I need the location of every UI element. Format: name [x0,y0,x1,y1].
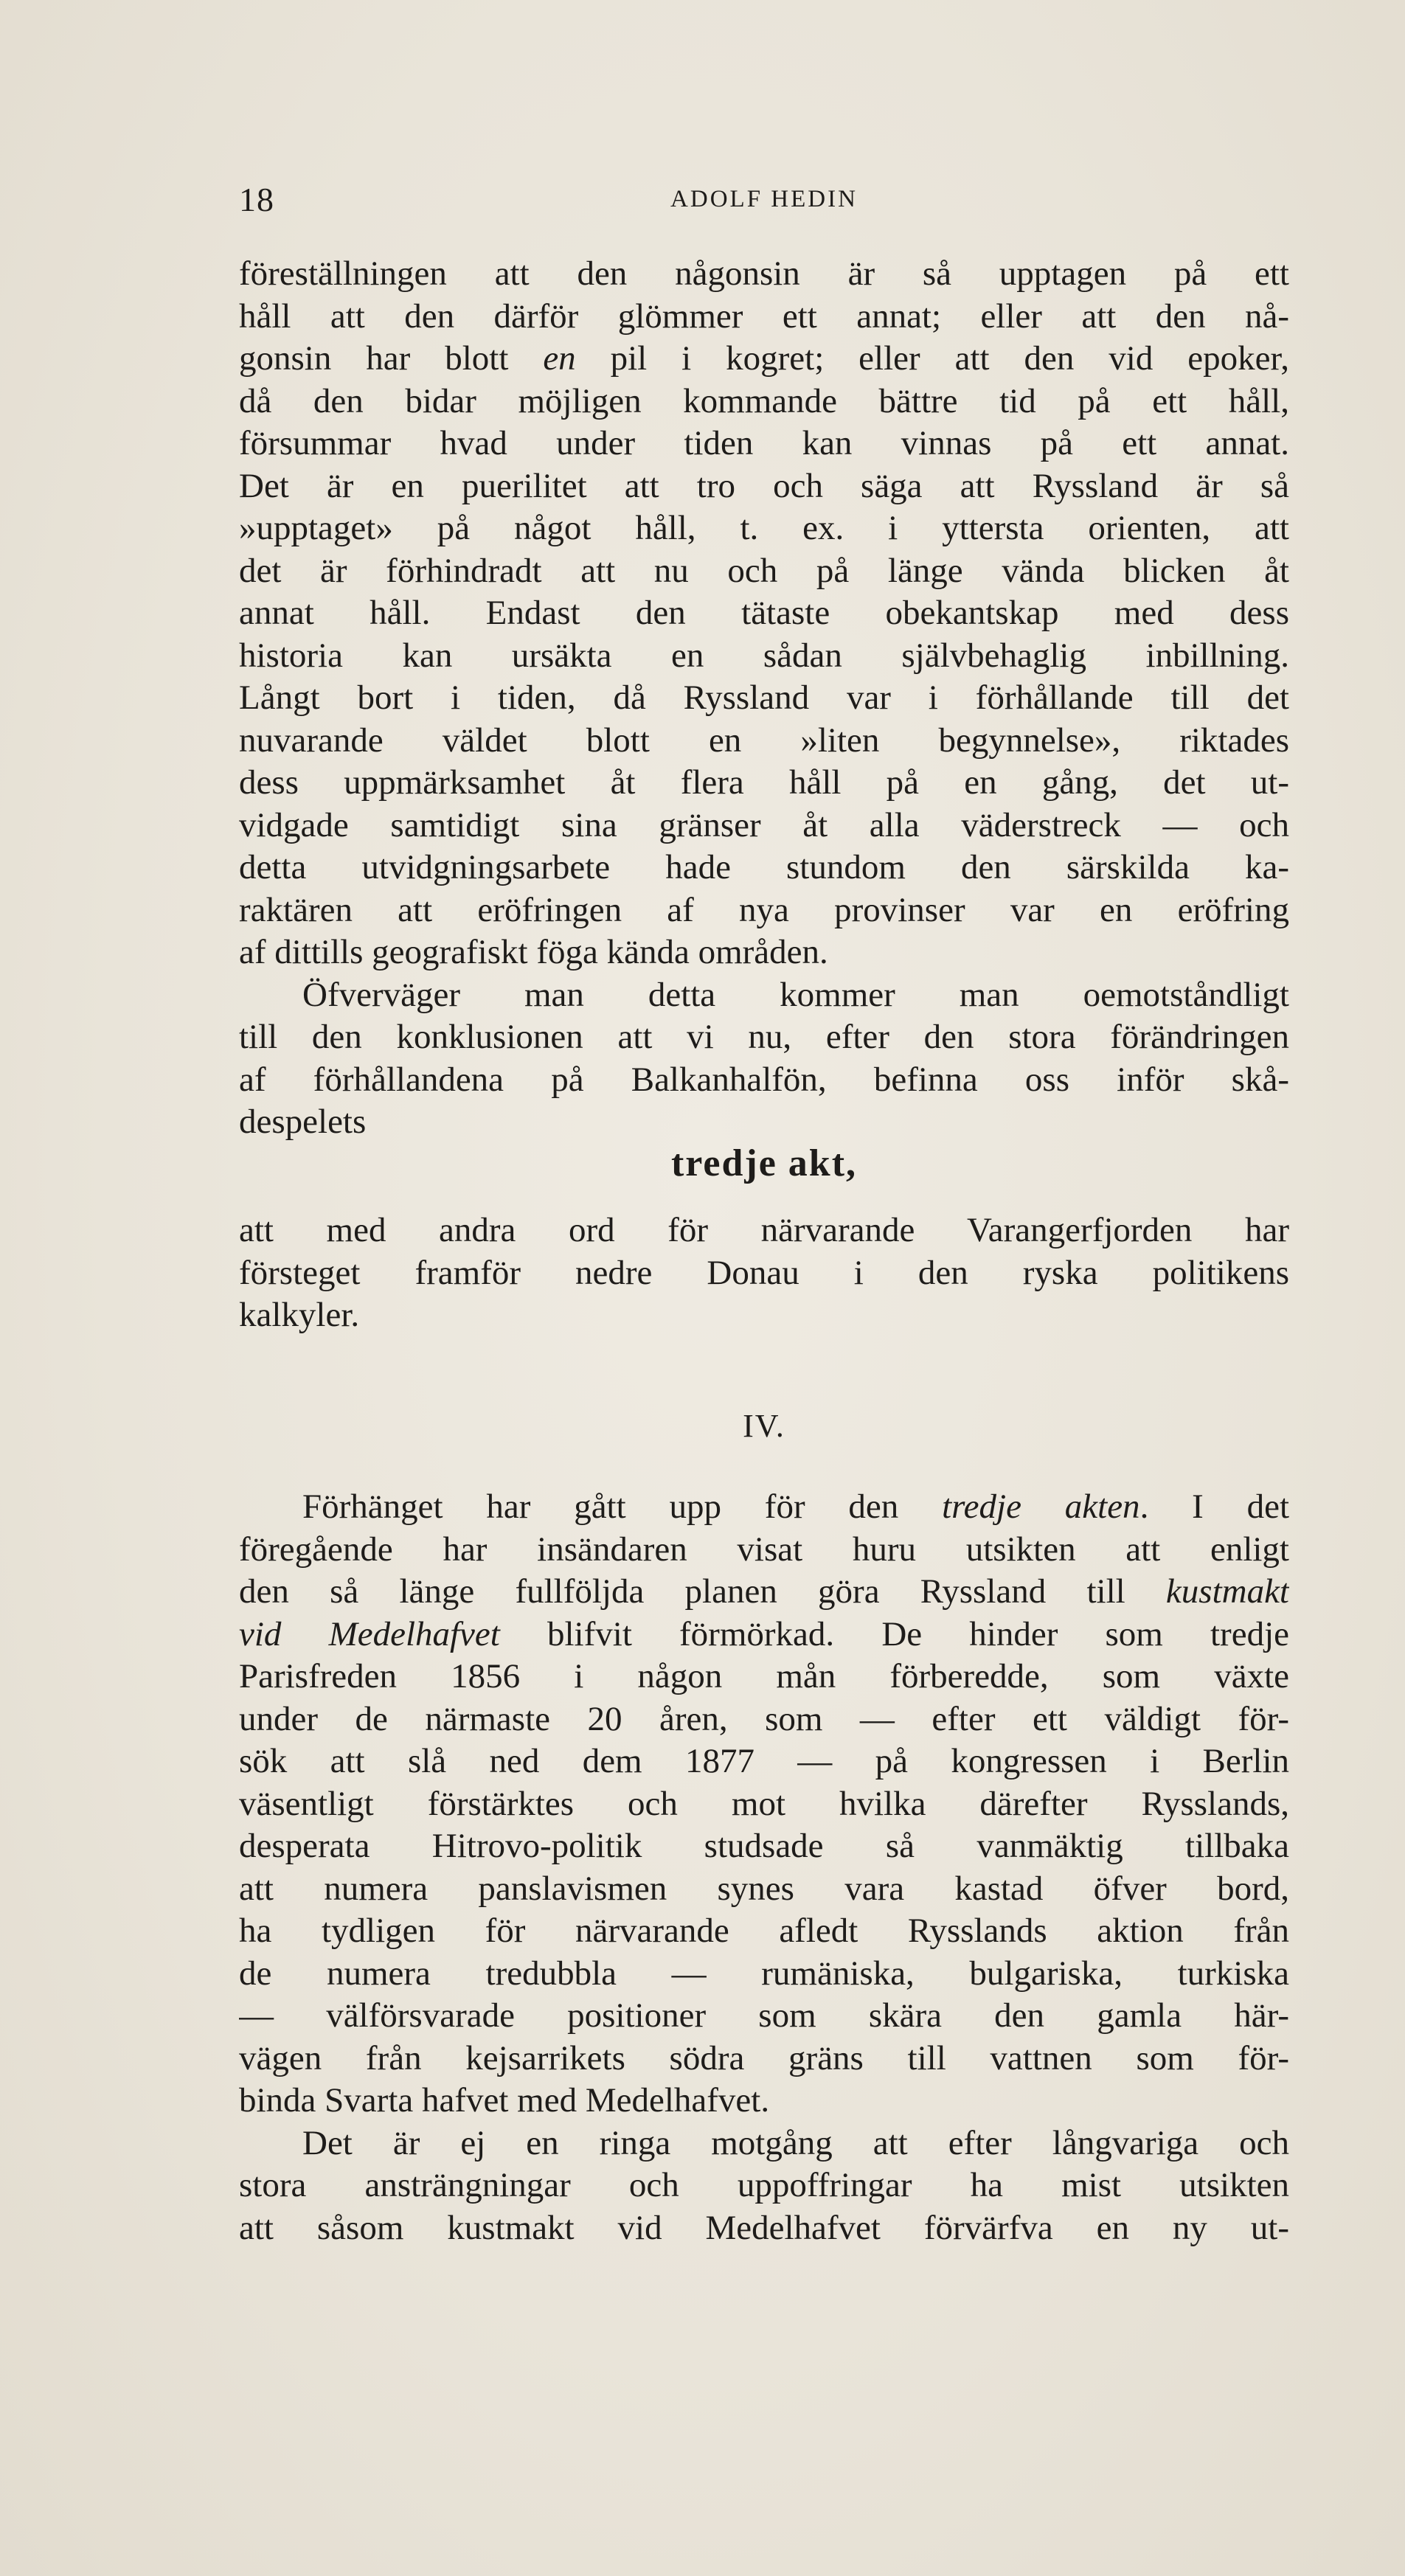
text-line: att med andra ord för närvarande Varangerfjorden har [239,1211,1289,1249]
text-line: desperata Hitrovo-politik studsade så vanmäktig tillbaka [239,1827,1289,1865]
text-line: ha tydligen för närvarande afledt Rysslands aktion från [239,1912,1289,1950]
section-iv-text [239,1486,1289,2249]
paragraph [239,974,1289,1144]
text-line: det är förhindradt att nu och på länge vända blicken åt [239,551,1289,590]
text-line: kalkyler. [239,1296,360,1334]
text-line: af förhållandena på Balkanhalfön, befinna oss inför skå- [239,1060,1289,1099]
text-line: historia kan ursäkta en sådan självbehaglig inbillning. [239,636,1289,675]
paragraph [239,253,1289,974]
text-line: despelets [239,1103,367,1141]
italic-text: vid Medelhafvet [239,1614,500,1653]
text-line: Det är en puerilitet att tro och säga att Ryssland är så [239,466,1289,505]
text-line: sök att slå ned dem 1877 — på kongressen i Berlin [239,1742,1289,1780]
page-header [239,180,1289,224]
text-line: annat håll. Endast den tätaste obekantskap med dess [239,594,1289,632]
text-run: blifvit förmörkad. De hinder som tredje [499,1614,1289,1653]
text-line [239,1571,1289,1614]
text-line: vägen från kejsarrikets södra gräns till vattnen som för- [239,2038,1289,2077]
text-line: Öfverväger man detta kommer man oemotståndligt [302,975,1289,1014]
act-title: tredje akt, [670,1142,858,1184]
text-line: raktären att eröfringen af nya provinser var en eröfring [239,890,1289,929]
section-iii-text [239,253,1289,1144]
text-line: de numera tredubbla — rumäniska, bulgariska, turkiska [239,1954,1289,1993]
text-line: Det är ej en ringa motgång att efter långvariga och [302,2123,1289,2162]
text-line: Långt bort i tiden, då Ryssland var i förhållande till det [239,678,1289,717]
text-line: att numera panslavismen synes vara kastad öfver bord, [239,1869,1289,1908]
text-run: Förhänget har gått upp för den [302,1487,943,1526]
text-line: Parisfreden 1856 i någon mån förberedde, som växte [239,1657,1289,1695]
text-line: väsentligt förstärktes och mot hvilka därefter Rysslands, [239,1784,1289,1823]
text-run: . I det [1139,1487,1289,1526]
text-line: till den konklusionen att vi nu, efter den stora förändringen [239,1018,1289,1056]
italic-text: tredje akten [942,1487,1140,1526]
text-line: då den bidar möjligen kommande bättre tid på ett håll, [239,381,1289,420]
paragraph [239,2122,1289,2250]
text-line: föreställningen att den någonsin är så upptagen på ett [239,254,1289,293]
paragraph [239,1486,1289,2122]
page-number: 18 [239,181,274,218]
text-line: stora ansträngningar och uppoffringar ha mist utsikten [239,2166,1289,2204]
text-line: af dittills geografiskt föga kända områden. [239,933,828,971]
section-heading: IV. [743,1408,785,1444]
text-line [239,1614,1289,1656]
text-line: vidgade samtidigt sina gränser åt alla väderstreck — och [239,805,1289,844]
text-line: håll att den därför glömmer ett annat; eller att den nå- [239,296,1289,336]
text-line: att såsom kustmakt vid Medelhafvet förvärfva en ny ut- [239,2208,1289,2247]
text-line: försteget framför nedre Donau i den ryska politikens [239,1253,1289,1292]
text-line [239,1486,1289,1529]
text-line: — välförsvarade positioner som skära den gamla här- [239,1996,1289,2035]
text-line: nuvarande väldet blott en »liten begynnelse», riktades [239,721,1289,760]
text-line: föregående har insändaren visat huru utsikten att enligt [239,1530,1289,1569]
text-run: gonsin har blott [239,339,544,378]
text-line: under de närmaste 20 åren, som — efter ett väldigt för- [239,1699,1289,1738]
text-line: detta utvidgningsarbete hade stundom den särskilda ka- [239,848,1289,886]
text-line: dess uppmärksamhet åt flera håll på en gång, det ut- [239,763,1289,802]
text-line: »upptaget» på något håll, t. ex. i yttersta orienten, att [239,509,1289,547]
section-iii-conclusion [239,1209,1289,1337]
text-run: pil i kogret; eller att den vid epoker, [575,339,1289,378]
text-line: binda Svarta hafvet med Medelhafvet. [239,2081,770,2120]
text-line: försummar hvad under tiden kan vinnas på ett annat. [239,424,1289,462]
text-line [239,338,1289,381]
italic-text: en [543,339,576,378]
paragraph [239,1209,1289,1337]
running-head: ADOLF HEDIN [670,186,858,212]
text-run: den så länge fullföljda planen göra Ryssland till [239,1572,1166,1611]
italic-text: kustmakt [1165,1572,1289,1611]
